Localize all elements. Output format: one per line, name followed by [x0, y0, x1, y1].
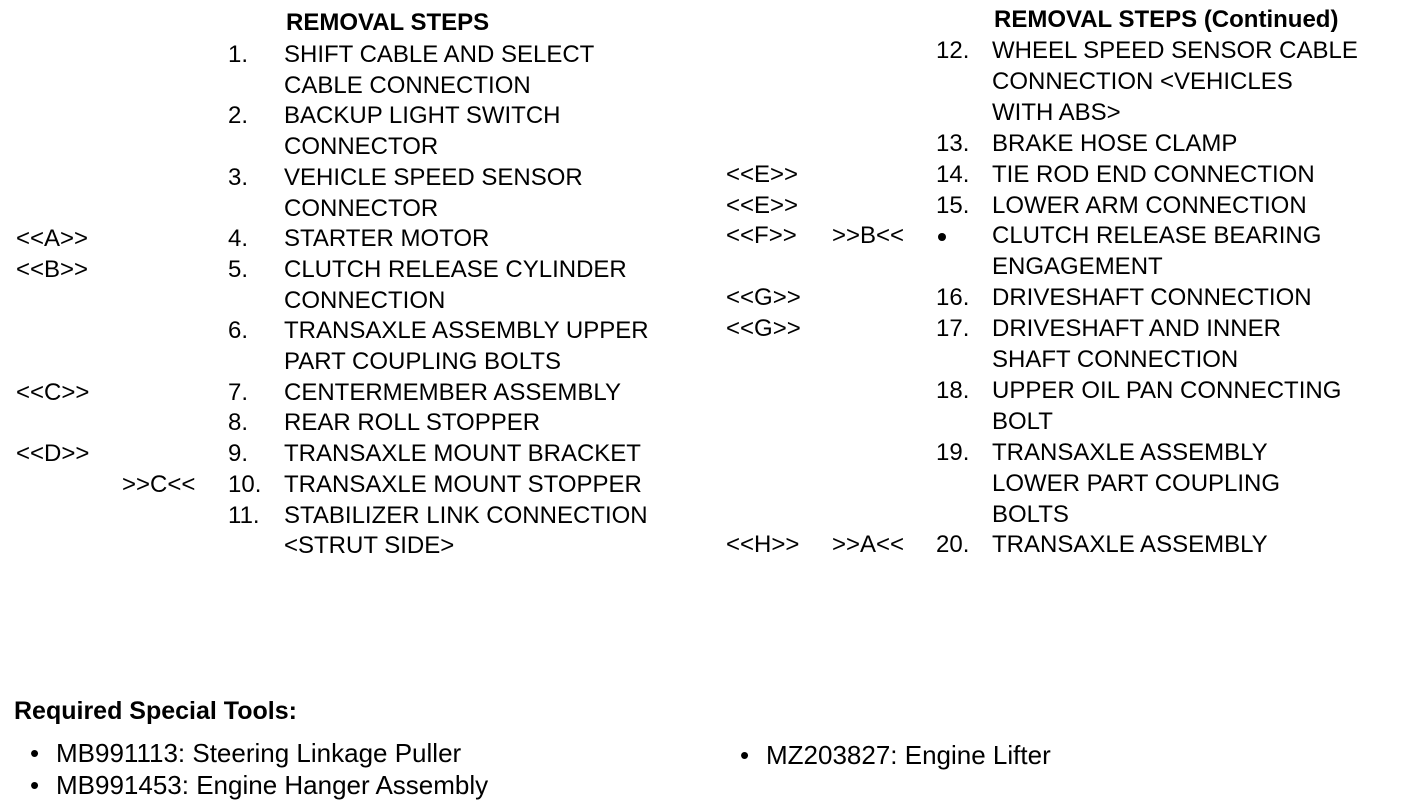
step-text: CONNECTION <VEHICLES: [992, 67, 1293, 95]
tools-title: Required Special Tools:: [14, 697, 297, 725]
step-row: [0, 128, 1408, 159]
step-text: CONNECTOR: [284, 133, 439, 161]
step-text: LOWER ARM CONNECTION: [992, 191, 1307, 219]
step-row: [0, 220, 1408, 251]
step-text: DRIVESHAFT AND INNER: [992, 315, 1281, 343]
tool-item: [30, 769, 488, 801]
step-text: BRAKE HOSE CLAMP: [992, 129, 1238, 157]
step-number: 13.: [936, 129, 970, 157]
step-text: WITH ABS>: [992, 98, 1121, 126]
step-row: [0, 97, 1408, 128]
step-number: 10.: [228, 470, 262, 498]
step-number: 14.: [936, 160, 970, 188]
procedure-tag: <<G>>: [726, 315, 801, 343]
step-text: TRANSAXLE ASSEMBLY: [992, 531, 1268, 559]
step-number: 1.: [228, 41, 249, 68]
step-text: BACKUP LIGHT SWITCH: [284, 102, 561, 130]
bullet-icon: •: [30, 770, 40, 800]
installation-tag: >>A<<: [832, 531, 905, 559]
step-text: SHIFT CABLE AND SELECT: [284, 41, 595, 68]
step-text: TRANSAXLE MOUNT BRACKET: [284, 440, 641, 468]
step-text: CENTERMEMBER ASSEMBLY: [284, 378, 621, 406]
step-number: 12.: [936, 37, 970, 64]
tool-item: [740, 739, 1051, 771]
step-row: [0, 159, 1408, 190]
step-row: [0, 406, 1408, 437]
step-row: [0, 313, 1408, 344]
step-row: [0, 437, 1408, 468]
step-number: 5.: [228, 255, 249, 283]
step-row: [0, 66, 1408, 97]
step-number: 6.: [228, 317, 249, 345]
step-text: TRANSAXLE ASSEMBLY: [992, 438, 1268, 466]
step-text: TIE ROD END CONNECTION: [992, 160, 1315, 188]
step-row: [0, 251, 1408, 282]
step-text: REAR ROLL STOPPER: [284, 409, 541, 437]
procedure-tag: <<B>>: [16, 255, 89, 283]
step-number: 2.: [228, 102, 249, 130]
tool-text: MZ203827: Engine Lifter: [766, 740, 1051, 770]
installation-tag: >>C<<: [122, 470, 196, 498]
step-text: VEHICLE SPEED SENSOR: [284, 163, 583, 191]
step-text: UPPER OIL PAN CONNECTING: [992, 376, 1342, 404]
procedure-tag: <<E>>: [726, 160, 799, 188]
tool-text: MB991453: Engine Hanger Assembly: [56, 770, 489, 800]
step-number: 18.: [936, 376, 970, 404]
step-text: CLUTCH RELEASE BEARING: [992, 222, 1322, 250]
step-number: 3.: [228, 163, 249, 191]
step-text: WHEEL SPEED SENSOR CABLE: [992, 37, 1358, 64]
step-number: 19.: [936, 438, 970, 466]
procedure-tag: <<A>>: [16, 225, 89, 253]
step-row: [0, 468, 1408, 499]
step-text: TRANSAXLE MOUNT STOPPER: [284, 470, 642, 498]
step-text: CLUTCH RELEASE CYLINDER: [284, 255, 627, 283]
left-heading: REMOVAL STEPS: [286, 9, 490, 36]
step-text: BOLT: [992, 407, 1053, 435]
step-row: [0, 375, 1408, 406]
bullet-icon: •: [30, 738, 40, 768]
procedure-tag: <<F>>: [726, 222, 797, 250]
step-number: 20.: [936, 531, 970, 559]
procedure-tag: <<D>>: [16, 440, 90, 468]
step-number: 4.: [228, 225, 249, 253]
step-text: LOWER PART COUPLING: [992, 469, 1281, 497]
step-text: DRIVESHAFT CONNECTION: [992, 284, 1312, 312]
step-number: 17.: [936, 315, 970, 343]
installation-tag: >>B<<: [832, 222, 905, 250]
step-text: STARTER MOTOR: [284, 225, 490, 253]
tool-item: [30, 737, 461, 769]
step-text: PART COUPLING BOLTS: [284, 348, 561, 375]
step-row: [0, 35, 1408, 66]
step-number: 11.: [228, 501, 260, 529]
bullet-icon: •: [740, 740, 750, 770]
step-text: <STRUT SIDE>: [284, 532, 455, 560]
bullet-icon: [938, 233, 946, 241]
procedure-tag: <<C>>: [16, 378, 90, 406]
step-number: 7.: [228, 378, 249, 406]
procedure-tag: <<G>>: [726, 284, 801, 312]
right-heading: REMOVAL STEPS (Continued): [994, 6, 1339, 33]
step-text: BOLTS: [992, 500, 1069, 528]
step-text: CONNECTOR: [284, 194, 439, 222]
step-row: [0, 282, 1408, 313]
step-text: CABLE CONNECTION: [284, 71, 531, 99]
step-text: CONNECTION: [284, 286, 446, 314]
step-text: STABILIZER LINK CONNECTION: [284, 501, 648, 529]
step-row: [0, 529, 1408, 560]
step-number: 9.: [228, 440, 249, 468]
step-number: 16.: [936, 284, 970, 312]
step-number: 15.: [936, 191, 970, 219]
step-row: [0, 190, 1408, 221]
step-row: [0, 499, 1408, 530]
step-text: SHAFT CONNECTION: [992, 346, 1239, 373]
tool-text: MB991113: Steering Linkage Puller: [56, 738, 462, 768]
step-text: TRANSAXLE ASSEMBLY UPPER: [284, 317, 649, 345]
procedure-tag: <<H>>: [726, 531, 800, 559]
procedure-tag: <<E>>: [726, 191, 799, 219]
step-number: 8.: [228, 409, 249, 437]
step-text: ENGAGEMENT: [992, 253, 1163, 281]
step-row: [0, 344, 1408, 375]
